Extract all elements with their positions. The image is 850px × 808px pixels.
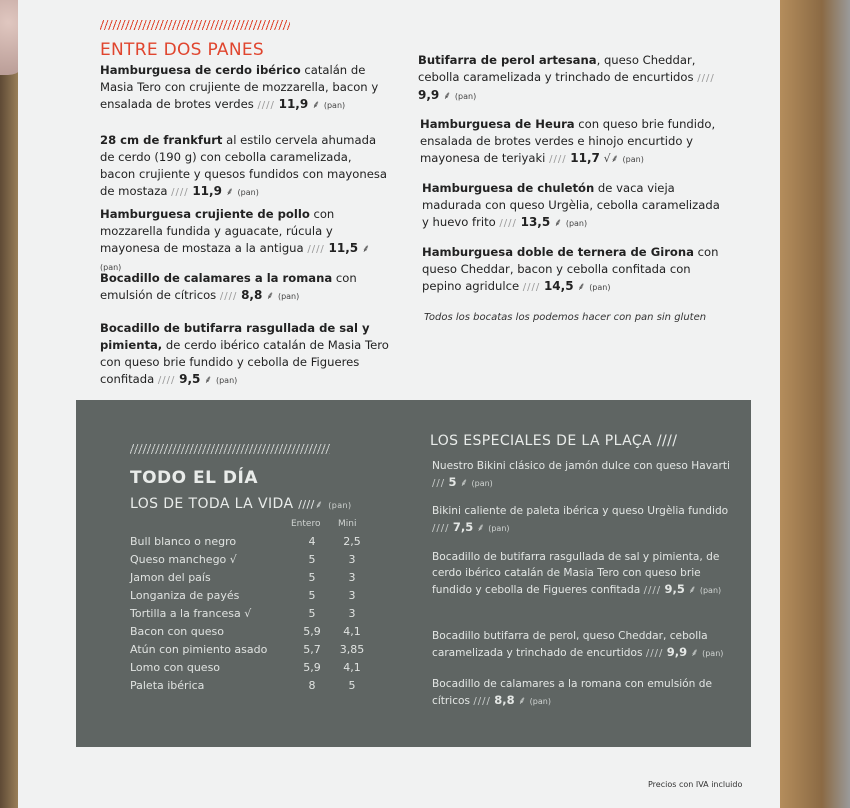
price-row: Bull blanco o negro 4 2,5 — [130, 535, 361, 548]
special-item: Bocadillo butifarra de perol, queso Cheddar, cebolla caramelizada y trinchado de encurtidos //// 9,9 ⸙ (pan) — [432, 630, 724, 659]
menu-item: Bocadillo de calamares a la romana con emulsión de cítricos //// 8,8 ⸙ (pan) — [100, 271, 357, 302]
price-row: Tortilla a la francesa √ 5 3 — [130, 607, 356, 620]
no-gluten-icon: ⸙ — [690, 646, 699, 659]
vegetarian-icon: √ — [244, 607, 252, 620]
no-gluten-icon: ⸙ — [553, 216, 563, 229]
section-title-entre-dos-panes: ENTRE DOS PANES — [100, 40, 265, 60]
special-item: Bikini caliente de paleta ibérica y queso Urgèlia fundido //// 7,5 ⸙ (pan) — [432, 505, 729, 534]
menu-item: Hamburguesa de cerdo ibérico catalán de Masia Tero con crujiente de mozzarella, bacon y ensalada de brotes verdes //// 11,9 ⸙ (pan) — [100, 63, 379, 111]
vegetarian-icon: √ — [229, 553, 237, 566]
section-title-todo-el-dia: TODO EL DÍA — [130, 468, 258, 488]
menu-item: Hamburguesa de chuletón de vaca vieja madurada con queso Urgèlia, cebolla caramelizada y huevo frito //// 13,5 ⸙ (pan) — [422, 181, 720, 229]
todo-el-dia-panel — [76, 400, 751, 747]
no-gluten-icon: ⸙ — [518, 694, 527, 707]
section-title-especiales: LOS ESPECIALES DE LA PLAÇA //// — [430, 433, 678, 449]
no-gluten-icon: ⸙ — [266, 289, 275, 302]
no-gluten-icon: ⸙ — [311, 98, 321, 111]
special-item: Nuestro Bikini clásico de jamón dulce con queso Havarti /// 5 ⸙ (pan) — [432, 460, 730, 489]
no-gluten-icon: ⸙ — [361, 242, 371, 255]
price-row: Paleta ibérica 8 5 — [130, 679, 356, 692]
no-gluten-icon: ⸙ — [442, 89, 452, 102]
price-row: Jamon del país 5 3 — [130, 571, 356, 584]
special-item: Bocadillo de butifarra rasgullada de sal y pimienta, de cerdo ibérico catalán de Masia Tero con queso brie fundido y cebolla de Figueres confitada //// 9,5 ⸙ (pan) — [432, 551, 722, 596]
price-row: Longaniza de payés 5 3 — [130, 589, 356, 602]
gluten-free-note: Todos los bocatas los podemos hacer con pan sin gluten — [424, 312, 707, 323]
wood-table-right — [780, 0, 850, 808]
menu-item: Hamburguesa doble de ternera de Girona con queso Cheddar, bacon y cebolla confitada con pepino agridulce //// 14,5 ⸙ (pan) — [422, 245, 719, 293]
no-gluten-icon: ⸙ — [225, 185, 234, 198]
col-header-entero: Entero — [291, 519, 321, 529]
menu-item: 28 cm de frankfurt al estilo cervela ahumada de cerdo (190 g) con cebolla caramelizada, bacon crujiente y quesos fundidos con mayonesa de mostaza //// 11,9 ⸙ (pan) — [100, 133, 388, 198]
grey-hatch-divider — [130, 444, 330, 454]
menu-item: Butifarra de perol artesana, queso Cheddar, cebolla caramelizada y trinchado de encurtidos //// 9,9 ⸙ (pan) — [418, 53, 715, 102]
no-gluten-icon: ⸙ — [476, 521, 485, 534]
price-row: Bacon con queso 5,9 4,1 — [130, 625, 361, 638]
vegan-gluten-icon: √⸙ — [603, 152, 619, 165]
price-row: Atún con pimiento asado 5,7 3,85 — [130, 643, 365, 656]
no-gluten-icon: ⸙ — [314, 498, 324, 511]
price-footnote: Precios con IVA incluido — [648, 780, 743, 789]
col-header-mini: Mini — [338, 519, 357, 529]
price-row: Lomo con queso 5,9 4,1 — [130, 661, 361, 674]
menu-item: Bocadillo de butifarra rasgullada de sal y pimienta, de cerdo ibérico catalán de Masia Tero con queso brie fundido y cebolla de Figueres confitada //// 9,5 ⸙ (pan) — [100, 321, 389, 386]
price-row: Queso manchego √ 5 3 — [130, 553, 356, 566]
menu-sheet — [18, 0, 780, 808]
menu-item: Hamburguesa crujiente de pollo con mozzarella fundida y aguacate, rúcula y mayonesa de mostaza a la antigua //// 11,5 ⸙ (pan) — [100, 207, 371, 272]
no-gluten-icon: ⸙ — [688, 583, 697, 596]
special-item: Bocadillo de calamares a la romana con emulsión de cítricos //// 8,8 ⸙ (pan) — [432, 678, 712, 707]
no-gluten-icon: ⸙ — [459, 476, 469, 489]
no-gluten-icon: ⸙ — [577, 280, 586, 293]
no-gluten-icon: ⸙ — [204, 373, 213, 386]
red-hatch-divider — [100, 20, 290, 30]
section-subtitle: LOS DE TODA LA VIDA ////⸙ (pan) — [130, 496, 352, 512]
menu-item: Hamburguesa de Heura con queso brie fundido, ensalada de brotes verdes e hinojo encurtido y mayonesa de teriyaki //// 11,7 √⸙ (pan) — [420, 117, 716, 165]
